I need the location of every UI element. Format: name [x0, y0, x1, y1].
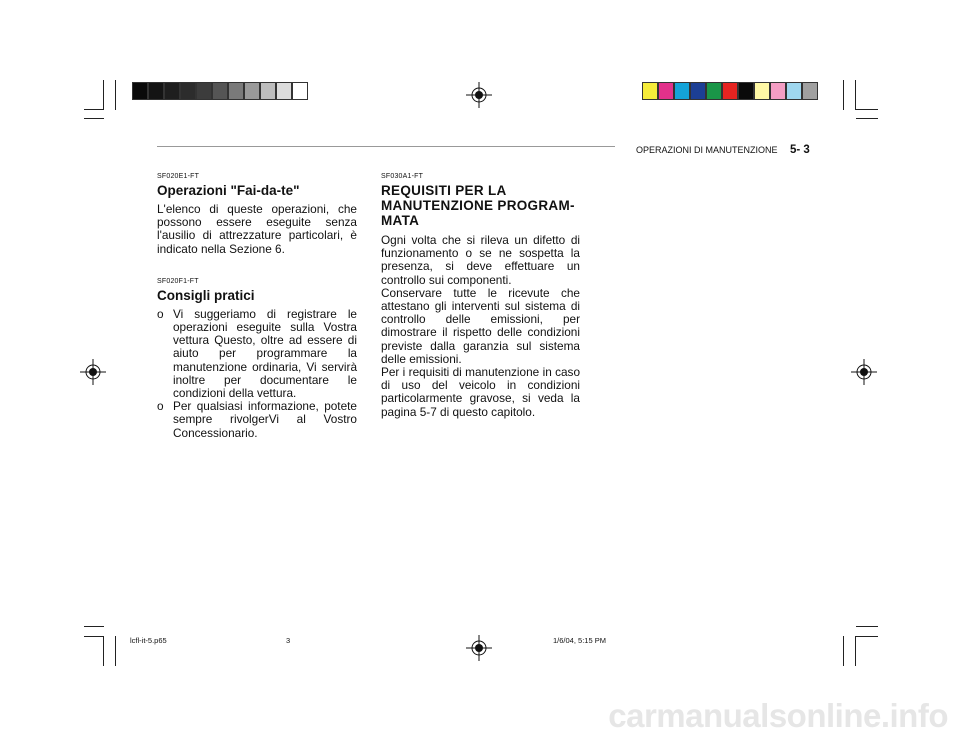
crop-mark [103, 80, 104, 110]
color-swatch [180, 82, 196, 100]
footer-filename: lcfl-it-5.p65 [130, 636, 167, 645]
color-swatch [770, 82, 786, 100]
section-heading: Operazioni "Fai-da-te" [157, 183, 300, 198]
crop-mark [856, 118, 878, 119]
section-text [157, 203, 357, 256]
paragraph: Per i requisiti di manutenzione in caso di uso del veicolo in condizioni particolarmente gravose, si veda la pagina 5-7 di questo capitolo. [381, 365, 580, 419]
header-rule [157, 146, 615, 147]
bullet-mark: o [157, 306, 164, 321]
crop-mark [84, 626, 104, 627]
registration-mark-icon [80, 359, 106, 385]
color-swatch [244, 82, 260, 100]
crop-mark [84, 109, 104, 110]
color-swatch [212, 82, 228, 100]
bullet-mark: o [157, 399, 164, 414]
crop-mark [855, 80, 856, 110]
color-swatch [674, 82, 690, 100]
section-code: SF020E1-FT [157, 173, 200, 180]
color-swatch [706, 82, 722, 100]
section-heading: Consigli pratici [157, 287, 255, 303]
crop-mark [84, 636, 104, 637]
section-title: OPERAZIONI DI MANUTENZIONE [636, 145, 778, 155]
registration-mark-icon [466, 635, 492, 661]
color-swatch [164, 82, 180, 100]
crop-mark [103, 636, 104, 666]
color-swatch [196, 82, 212, 100]
left-column [157, 173, 357, 440]
bullet-text: Vi suggeriamo di registrare le operazioni eseguite sulla Vostra vettura Questo, oltre ad essere di aiuto per programmare la manutenzione ordinaria, Vi servirà inoltre per documentare le condizioni della vettura. [173, 306, 357, 401]
color-swatch [722, 82, 738, 100]
crop-mark [843, 80, 844, 110]
color-swatch [228, 82, 244, 100]
grayscale-color-bar [132, 82, 308, 100]
heading-line: MATA [381, 213, 420, 228]
section-code: SF030A1-FT [381, 173, 424, 180]
footer-page: 3 [286, 636, 291, 645]
bullet-list [157, 308, 357, 440]
heading-line: MANUTENZIONE PROGRAM- [381, 198, 575, 213]
color-swatch [132, 82, 148, 100]
crop-mark [856, 109, 878, 110]
crop-mark [855, 636, 856, 666]
bullet-text: Per qualsiasi informazione, potete sempre rivolgerVi al Vostro Concessionario. [173, 399, 357, 440]
crop-mark [843, 636, 844, 666]
section-heading [381, 183, 580, 228]
crop-mark [84, 118, 104, 119]
registration-mark-icon [466, 82, 492, 108]
heading-line: REQUISITI PER LA [381, 183, 507, 198]
watermark: carmanualsonline.info [608, 697, 948, 734]
color-swatch [642, 82, 658, 100]
paragraph: L'elenco di queste operazioni, che possono essere eseguite senza l'ausilio di attrezzature particolari, è indicato nella Sezione 6. [157, 202, 357, 256]
page-number: 5- 3 [789, 144, 810, 156]
color-swatch [690, 82, 706, 100]
list-item [157, 308, 357, 400]
crop-mark [856, 636, 878, 637]
list-item [157, 400, 357, 440]
crop-mark [115, 80, 116, 110]
process-color-bar [642, 82, 818, 100]
color-swatch [754, 82, 770, 100]
crop-mark [856, 626, 878, 627]
right-column [381, 173, 580, 419]
section-text [381, 234, 580, 419]
paragraph: Ogni volta che si rileva un difetto di funzionamento o se ne sospetta la presenza, si deve effettuare un controllo sui componenti. [381, 233, 580, 287]
color-swatch [738, 82, 754, 100]
color-swatch [260, 82, 276, 100]
paragraph: Conservare tutte le ricevute che attestano gli interventi sul sistema di controllo delle emissioni, per dimostrare il rispetto delle condizioni previste dalla garanzia sul sistema delle emissioni. [381, 285, 580, 366]
color-swatch [148, 82, 164, 100]
color-swatch [658, 82, 674, 100]
registration-mark-icon [851, 359, 877, 385]
color-swatch [292, 82, 308, 100]
footer-timestamp: 1/6/04, 5:15 PM [553, 636, 606, 645]
color-swatch [786, 82, 802, 100]
crop-mark [115, 636, 116, 666]
section-header [636, 140, 810, 158]
section-code: SF020F1-FT [157, 277, 199, 285]
color-swatch [276, 82, 292, 100]
color-swatch [802, 82, 818, 100]
